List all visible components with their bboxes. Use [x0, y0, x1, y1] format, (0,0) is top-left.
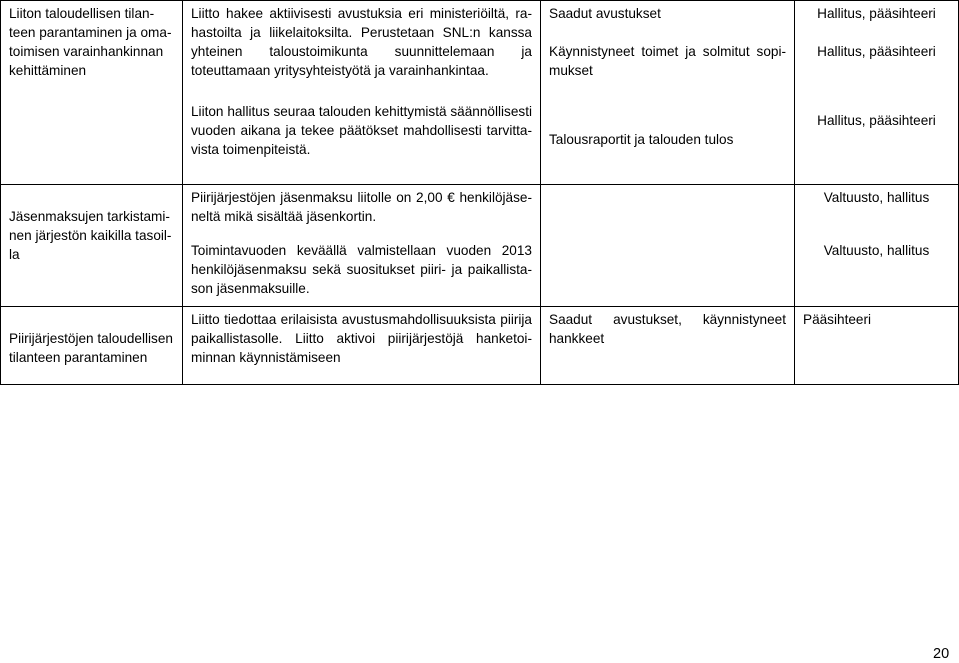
action-text: Liiton hallitus seuraa talouden kehittymistä säännöllisesti vuoden aikana ja tekee päätökset mahdollisesti tarvittavista toimenpiteistä.	[191, 104, 532, 157]
responsible-text: Hallitus, pääsihteeri	[817, 6, 936, 21]
target-cell: Saadut avustukset, käynnistyneet hankkeet	[541, 307, 795, 385]
goal-cell	[1, 185, 183, 307]
responsible-text: Valtuusto, hallitus	[823, 190, 930, 205]
page-number: 20	[933, 646, 950, 662]
goal-cell: Liiton taloudellisen tilanteen parantaminen ja omatoimisen varainhankinnan kehittäminen	[1, 1, 183, 185]
target-text: Käynnistyneet toimet ja solmitut sopimukset	[549, 44, 786, 78]
goal-text: Piirijärjestöjen taloudellisen tilanteen parantaminen	[9, 331, 173, 365]
goal-text: Jäsenmaksujen tarkistaminen järjestön kaikilla tasoilla	[9, 209, 172, 262]
target-cell	[541, 185, 795, 307]
table-row	[1, 185, 959, 307]
responsible-cell	[795, 185, 959, 307]
action-text: Liitto hakee aktiivisesti avustuksia eri ministeriöiltä, rahastoilta ja liikelaitoksilta. Perustetaan SNL:n kanssa yhteinen taloustoimikunta suunnittelemaan ja toteuttamaan yritysyhteistyötä ja varainhankintaa.	[191, 6, 532, 78]
action-cell: Liitto tiedottaa erilaisista avustusmahdollisuuksista piirija paikallistasolle. Liitto aktivoi piirijärjestöjä hanketoiminnan käynnistämiseen	[183, 307, 541, 385]
target-text: Talousraportit ja talouden tulos	[549, 132, 734, 147]
action-cell	[183, 1, 541, 185]
goal-cell	[1, 307, 183, 385]
responsible-cell	[795, 1, 959, 185]
target-text: Saadut avustukset	[549, 6, 661, 21]
action-text: Piirijärjestöjen jäsenmaksu liitolle on 2,00 € henkilöjäseneltä mikä sisältää jäsenkortin.	[191, 190, 532, 224]
table-row	[1, 1, 959, 185]
responsible-text: Valtuusto, hallitus	[823, 243, 930, 258]
responsible-cell: Pääsihteeri	[795, 307, 959, 385]
target-cell	[541, 1, 795, 185]
responsible-text: Hallitus, pääsihteeri	[817, 44, 936, 59]
action-cell	[183, 185, 541, 307]
action-text: Toimintavuoden keväällä valmistellaan vuoden 2013 henkilöjäsenmaksu sekä suositukset piiri- ja paikallistason jäsenmaksuille.	[191, 243, 532, 296]
responsible-text: Hallitus, pääsihteeri	[817, 113, 936, 128]
table-row	[1, 307, 959, 385]
